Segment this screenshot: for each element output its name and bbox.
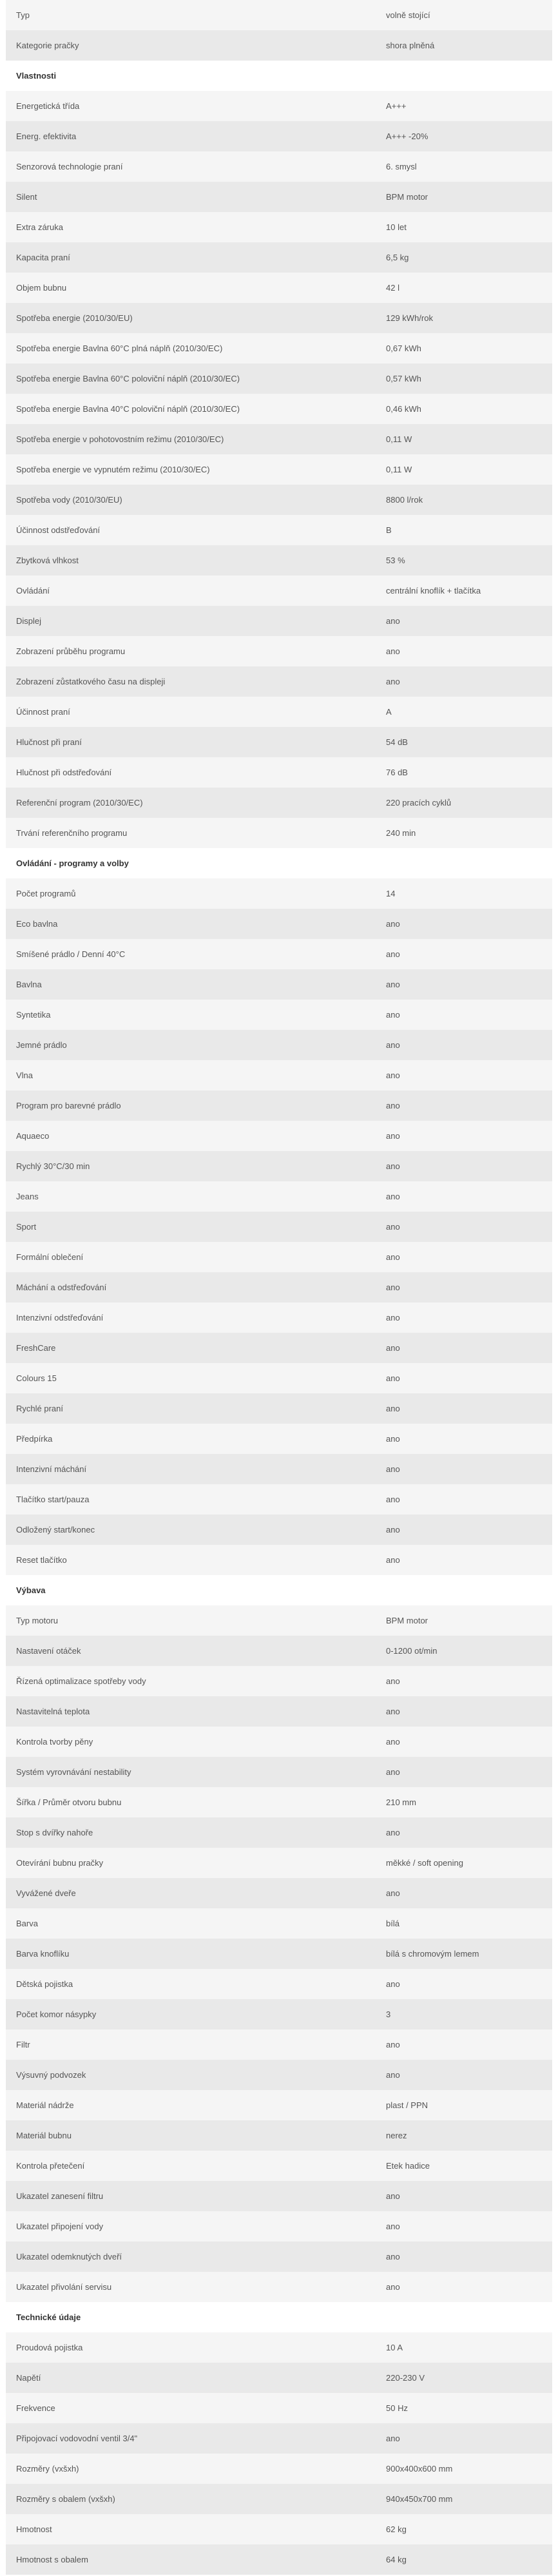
spec-row bbox=[6, 2029, 552, 2060]
spec-value: ano bbox=[377, 1333, 552, 1363]
spec-label: Program pro barevné prádlo bbox=[6, 1090, 377, 1121]
spec-value: BPM motor bbox=[377, 1605, 552, 1636]
spec-label: Máchání a odstřeďování bbox=[6, 1272, 377, 1303]
spec-value: 0,11 W bbox=[377, 424, 552, 454]
spec-label: Bavlna bbox=[6, 969, 377, 1000]
spec-value: ano bbox=[377, 939, 552, 969]
spec-row bbox=[6, 2272, 552, 2302]
spec-label: Barva knoflíku bbox=[6, 1939, 377, 1969]
spec-row bbox=[6, 212, 552, 242]
spec-value: centrální knoflík + tlačítka bbox=[377, 576, 552, 606]
spec-table-container bbox=[6, 0, 552, 2575]
spec-row bbox=[6, 545, 552, 576]
spec-label: Hlučnost při odstřeďování bbox=[6, 757, 377, 788]
spec-label: FreshCare bbox=[6, 1333, 377, 1363]
spec-row bbox=[6, 2544, 552, 2575]
spec-row bbox=[6, 1545, 552, 1575]
section-title: Vlastnosti bbox=[6, 61, 552, 91]
spec-label: Vlna bbox=[6, 1060, 377, 1090]
spec-row bbox=[6, 1878, 552, 1908]
spec-value: 0,46 kWh bbox=[377, 394, 552, 424]
spec-value: 54 dB bbox=[377, 727, 552, 757]
spec-label: Předpírka bbox=[6, 1424, 377, 1454]
spec-row bbox=[6, 151, 552, 182]
spec-label: Objem bubnu bbox=[6, 273, 377, 303]
spec-value: ano bbox=[377, 636, 552, 666]
spec-row bbox=[6, 182, 552, 212]
spec-value: B bbox=[377, 515, 552, 545]
spec-row bbox=[6, 454, 552, 485]
spec-value: ano bbox=[377, 2060, 552, 2090]
spec-row bbox=[6, 606, 552, 636]
spec-value: bílá bbox=[377, 1908, 552, 1939]
spec-row bbox=[6, 1303, 552, 1333]
spec-value: ano bbox=[377, 1363, 552, 1393]
spec-label: Počet komor násypky bbox=[6, 1999, 377, 2029]
spec-value: volně stojící bbox=[377, 0, 552, 30]
spec-row bbox=[6, 939, 552, 969]
spec-value: 900x400x600 mm bbox=[377, 2454, 552, 2484]
spec-row bbox=[6, 2363, 552, 2393]
spec-value: ano bbox=[377, 2211, 552, 2242]
spec-value: A bbox=[377, 697, 552, 727]
spec-value: Etek hadice bbox=[377, 2151, 552, 2181]
spec-value: ano bbox=[377, 1424, 552, 1454]
spec-label: Referenční program (2010/30/EC) bbox=[6, 788, 377, 818]
spec-row bbox=[6, 242, 552, 273]
spec-value: ano bbox=[377, 1515, 552, 1545]
spec-value: 76 dB bbox=[377, 757, 552, 788]
spec-label: Materiál bubnu bbox=[6, 2120, 377, 2151]
spec-row bbox=[6, 2151, 552, 2181]
spec-table-body bbox=[6, 0, 552, 2575]
spec-label: Barva bbox=[6, 1908, 377, 1939]
spec-value: ano bbox=[377, 1060, 552, 1090]
spec-value: ano bbox=[377, 606, 552, 636]
spec-label: Nastavitelná teplota bbox=[6, 1696, 377, 1727]
spec-value: ano bbox=[377, 1000, 552, 1030]
spec-label: Rychlé praní bbox=[6, 1393, 377, 1424]
spec-label: Reset tlačítko bbox=[6, 1545, 377, 1575]
section-header bbox=[6, 61, 552, 91]
spec-label: Účinnost praní bbox=[6, 697, 377, 727]
spec-value: ano bbox=[377, 1303, 552, 1333]
spec-label: Spotřeba energie ve vypnutém režimu (2010/30/EC) bbox=[6, 454, 377, 485]
spec-row bbox=[6, 818, 552, 848]
spec-row bbox=[6, 424, 552, 454]
spec-row bbox=[6, 1454, 552, 1484]
spec-row bbox=[6, 1939, 552, 1969]
spec-label: Kontrola tvorby pěny bbox=[6, 1727, 377, 1757]
spec-label: Energetická třída bbox=[6, 91, 377, 121]
spec-row bbox=[6, 2454, 552, 2484]
spec-row bbox=[6, 1848, 552, 1878]
spec-label: Spotřeba energie Bavlna 40°C poloviční náplň (2010/30/EC) bbox=[6, 394, 377, 424]
spec-label: Silent bbox=[6, 182, 377, 212]
spec-row bbox=[6, 727, 552, 757]
spec-value: ano bbox=[377, 2181, 552, 2211]
spec-value: 210 mm bbox=[377, 1787, 552, 1817]
spec-label: Dětská pojistka bbox=[6, 1969, 377, 1999]
spec-label: Nastavení otáček bbox=[6, 1636, 377, 1666]
spec-label: Ukazatel přivolání servisu bbox=[6, 2272, 377, 2302]
spec-row bbox=[6, 2332, 552, 2363]
spec-value: ano bbox=[377, 1090, 552, 1121]
spec-label: Aquaeco bbox=[6, 1121, 377, 1151]
spec-label: Hmotnost s obalem bbox=[6, 2544, 377, 2575]
spec-label: Připojovací vodovodní ventil 3/4" bbox=[6, 2423, 377, 2454]
spec-value: 220-230 V bbox=[377, 2363, 552, 2393]
spec-row bbox=[6, 485, 552, 515]
spec-value: A+++ bbox=[377, 91, 552, 121]
spec-label: Syntetika bbox=[6, 1000, 377, 1030]
spec-label: Smíšené prádlo / Denní 40°C bbox=[6, 939, 377, 969]
spec-row bbox=[6, 878, 552, 909]
spec-value: A+++ -20% bbox=[377, 121, 552, 151]
spec-row bbox=[6, 2181, 552, 2211]
spec-label: Rozměry (vxšxh) bbox=[6, 2454, 377, 2484]
spec-row bbox=[6, 1666, 552, 1696]
spec-label: Spotřeba vody (2010/30/EU) bbox=[6, 485, 377, 515]
spec-row bbox=[6, 969, 552, 1000]
spec-value: ano bbox=[377, 1151, 552, 1181]
spec-value: 0,11 W bbox=[377, 454, 552, 485]
spec-value: ano bbox=[377, 1454, 552, 1484]
spec-value: ano bbox=[377, 1393, 552, 1424]
spec-row bbox=[6, 273, 552, 303]
spec-value: bílá s chromovým lemem bbox=[377, 1939, 552, 1969]
spec-row bbox=[6, 1484, 552, 1515]
spec-value: ano bbox=[377, 1727, 552, 1757]
spec-value: ano bbox=[377, 666, 552, 697]
spec-value: 6. smysl bbox=[377, 151, 552, 182]
spec-label: Spotřeba energie v pohotovostním režimu (2010/30/EC) bbox=[6, 424, 377, 454]
spec-label: Tlačítko start/pauza bbox=[6, 1484, 377, 1515]
spec-label: Jemné prádlo bbox=[6, 1030, 377, 1060]
spec-label: Eco bavlna bbox=[6, 909, 377, 939]
spec-label: Zobrazení průběhu programu bbox=[6, 636, 377, 666]
spec-value: 240 min bbox=[377, 818, 552, 848]
spec-label: Výsuvný podvozek bbox=[6, 2060, 377, 2090]
spec-label: Počet programů bbox=[6, 878, 377, 909]
spec-label: Ukazatel odemknutých dveří bbox=[6, 2242, 377, 2272]
spec-row bbox=[6, 1242, 552, 1272]
spec-row bbox=[6, 1787, 552, 1817]
spec-value: ano bbox=[377, 909, 552, 939]
spec-value: 53 % bbox=[377, 545, 552, 576]
spec-value: ano bbox=[377, 1272, 552, 1303]
spec-value: plast / PPN bbox=[377, 2090, 552, 2120]
spec-value: 10 let bbox=[377, 212, 552, 242]
spec-row bbox=[6, 576, 552, 606]
spec-row bbox=[6, 515, 552, 545]
spec-label: Účinnost odstřeďování bbox=[6, 515, 377, 545]
spec-label: Otevírání bubnu pračky bbox=[6, 1848, 377, 1878]
spec-value: 42 l bbox=[377, 273, 552, 303]
section-title: Technické údaje bbox=[6, 2302, 552, 2332]
spec-label: Energ. efektivita bbox=[6, 121, 377, 151]
spec-row bbox=[6, 1908, 552, 1939]
spec-value: ano bbox=[377, 969, 552, 1000]
spec-row bbox=[6, 1272, 552, 1303]
spec-row bbox=[6, 909, 552, 939]
spec-label: Typ motoru bbox=[6, 1605, 377, 1636]
spec-value: ano bbox=[377, 1757, 552, 1787]
spec-value: ano bbox=[377, 2242, 552, 2272]
spec-label: Ukazatel připojení vody bbox=[6, 2211, 377, 2242]
spec-row bbox=[6, 91, 552, 121]
spec-label: Sport bbox=[6, 1212, 377, 1242]
section-title: Výbava bbox=[6, 1575, 552, 1605]
spec-label: Stop s dvířky nahoře bbox=[6, 1817, 377, 1848]
spec-row bbox=[6, 2484, 552, 2514]
spec-label: Colours 15 bbox=[6, 1363, 377, 1393]
section-header bbox=[6, 2302, 552, 2332]
spec-row bbox=[6, 1636, 552, 1666]
spec-value: nerez bbox=[377, 2120, 552, 2151]
spec-table bbox=[6, 0, 552, 2575]
spec-row bbox=[6, 2242, 552, 2272]
spec-label: Vyvážené dveře bbox=[6, 1878, 377, 1908]
spec-row bbox=[6, 2423, 552, 2454]
spec-row bbox=[6, 1000, 552, 1030]
spec-row bbox=[6, 333, 552, 363]
spec-value: 64 kg bbox=[377, 2544, 552, 2575]
spec-row bbox=[6, 1817, 552, 1848]
spec-row bbox=[6, 0, 552, 30]
spec-row bbox=[6, 303, 552, 333]
spec-value: 62 kg bbox=[377, 2514, 552, 2544]
spec-row bbox=[6, 788, 552, 818]
spec-row bbox=[6, 1151, 552, 1181]
spec-row bbox=[6, 1060, 552, 1090]
spec-row bbox=[6, 1969, 552, 1999]
spec-label: Spotřeba energie Bavlna 60°C poloviční náplň (2010/30/EC) bbox=[6, 363, 377, 394]
spec-label: Ovládání bbox=[6, 576, 377, 606]
spec-label: Typ bbox=[6, 0, 377, 30]
spec-row bbox=[6, 1696, 552, 1727]
spec-row bbox=[6, 2211, 552, 2242]
spec-label: Hlučnost při praní bbox=[6, 727, 377, 757]
spec-value: ano bbox=[377, 1666, 552, 1696]
spec-row bbox=[6, 636, 552, 666]
spec-row bbox=[6, 1333, 552, 1363]
spec-value: ano bbox=[377, 1696, 552, 1727]
spec-label: Spotřeba energie (2010/30/EU) bbox=[6, 303, 377, 333]
spec-label: Displej bbox=[6, 606, 377, 636]
spec-value: BPM motor bbox=[377, 182, 552, 212]
spec-value: 10 A bbox=[377, 2332, 552, 2363]
spec-row bbox=[6, 363, 552, 394]
spec-value: 50 Hz bbox=[377, 2393, 552, 2423]
spec-row bbox=[6, 1212, 552, 1242]
spec-label: Intenzivní máchání bbox=[6, 1454, 377, 1484]
spec-row bbox=[6, 1090, 552, 1121]
section-header bbox=[6, 848, 552, 878]
spec-label: Řízená optimalizace spotřeby vody bbox=[6, 1666, 377, 1696]
spec-label: Ukazatel zanesení filtru bbox=[6, 2181, 377, 2211]
spec-label: Kategorie pračky bbox=[6, 30, 377, 61]
section-title: Ovládání - programy a volby bbox=[6, 848, 552, 878]
spec-row bbox=[6, 1424, 552, 1454]
spec-label: Proudová pojistka bbox=[6, 2332, 377, 2363]
spec-value: ano bbox=[377, 2272, 552, 2302]
spec-value: ano bbox=[377, 1242, 552, 1272]
spec-row bbox=[6, 1393, 552, 1424]
spec-value: ano bbox=[377, 2029, 552, 2060]
spec-label: Rychlý 30°C/30 min bbox=[6, 1151, 377, 1181]
spec-row bbox=[6, 2090, 552, 2120]
spec-label: Systém vyrovnávání nestability bbox=[6, 1757, 377, 1787]
spec-row bbox=[6, 2120, 552, 2151]
spec-value: 0,57 kWh bbox=[377, 363, 552, 394]
spec-label: Materiál nádrže bbox=[6, 2090, 377, 2120]
spec-value: 3 bbox=[377, 1999, 552, 2029]
spec-label: Zobrazení zůstatkového času na displeji bbox=[6, 666, 377, 697]
spec-label: Extra záruka bbox=[6, 212, 377, 242]
spec-value: ano bbox=[377, 1212, 552, 1242]
spec-label: Rozměry s obalem (vxšxh) bbox=[6, 2484, 377, 2514]
spec-label: Trvání referenčního programu bbox=[6, 818, 377, 848]
spec-label: Intenzivní odstřeďování bbox=[6, 1303, 377, 1333]
spec-row bbox=[6, 2393, 552, 2423]
spec-row bbox=[6, 1030, 552, 1060]
spec-value: ano bbox=[377, 1545, 552, 1575]
spec-row bbox=[6, 2514, 552, 2544]
spec-value: ano bbox=[377, 1030, 552, 1060]
spec-value: 14 bbox=[377, 878, 552, 909]
spec-row bbox=[6, 1515, 552, 1545]
spec-label: Formální oblečení bbox=[6, 1242, 377, 1272]
spec-label: Šířka / Průměr otvoru bubnu bbox=[6, 1787, 377, 1817]
spec-label: Filtr bbox=[6, 2029, 377, 2060]
spec-row bbox=[6, 1727, 552, 1757]
spec-label: Hmotnost bbox=[6, 2514, 377, 2544]
spec-row bbox=[6, 1999, 552, 2029]
spec-value: měkké / soft opening bbox=[377, 1848, 552, 1878]
spec-label: Zbytková vlhkost bbox=[6, 545, 377, 576]
spec-label: Napětí bbox=[6, 2363, 377, 2393]
spec-value: ano bbox=[377, 1969, 552, 1999]
spec-row bbox=[6, 757, 552, 788]
spec-label: Frekvence bbox=[6, 2393, 377, 2423]
spec-value: ano bbox=[377, 1181, 552, 1212]
spec-value: 0-1200 ot/min bbox=[377, 1636, 552, 1666]
spec-label: Jeans bbox=[6, 1181, 377, 1212]
spec-row bbox=[6, 1605, 552, 1636]
spec-value: 129 kWh/rok bbox=[377, 303, 552, 333]
spec-value: 8800 l/rok bbox=[377, 485, 552, 515]
spec-value: ano bbox=[377, 2423, 552, 2454]
section-header bbox=[6, 1575, 552, 1605]
spec-row bbox=[6, 121, 552, 151]
spec-row bbox=[6, 697, 552, 727]
spec-value: 220 pracích cyklů bbox=[377, 788, 552, 818]
spec-value: shora plněná bbox=[377, 30, 552, 61]
spec-row bbox=[6, 394, 552, 424]
spec-label: Senzorová technologie praní bbox=[6, 151, 377, 182]
spec-row bbox=[6, 1121, 552, 1151]
spec-value: ano bbox=[377, 1121, 552, 1151]
spec-row bbox=[6, 30, 552, 61]
spec-value: 0,67 kWh bbox=[377, 333, 552, 363]
spec-label: Kontrola přetečení bbox=[6, 2151, 377, 2181]
spec-row bbox=[6, 1757, 552, 1787]
spec-label: Odložený start/konec bbox=[6, 1515, 377, 1545]
spec-label: Kapacita praní bbox=[6, 242, 377, 273]
spec-row bbox=[6, 2060, 552, 2090]
spec-row bbox=[6, 1181, 552, 1212]
spec-label: Spotřeba energie Bavlna 60°C plná náplň (2010/30/EC) bbox=[6, 333, 377, 363]
spec-row bbox=[6, 1363, 552, 1393]
spec-value: 6,5 kg bbox=[377, 242, 552, 273]
spec-value: 940x450x700 mm bbox=[377, 2484, 552, 2514]
spec-value: ano bbox=[377, 1817, 552, 1848]
spec-row bbox=[6, 666, 552, 697]
spec-value: ano bbox=[377, 1484, 552, 1515]
spec-value: ano bbox=[377, 1878, 552, 1908]
